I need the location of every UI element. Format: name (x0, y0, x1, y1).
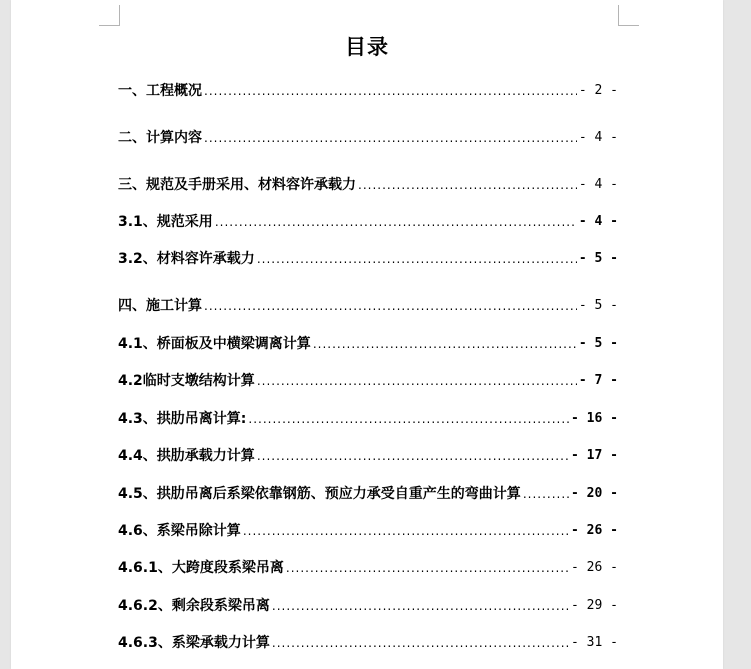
toc-entry-label: 一、工程概况 (118, 83, 202, 99)
toc-entry-page: - 7 - (578, 373, 618, 388)
toc-dot-leader (257, 371, 577, 391)
toc-entry-page: - 16 - (571, 411, 618, 426)
toc-entry[interactable] (118, 446, 618, 466)
toc-entry-label: 4.3、拱肋吊离计算: (118, 411, 247, 427)
toc-entry-label: 4.6、系梁吊除计算 (118, 523, 241, 539)
toc-entry[interactable] (118, 249, 618, 269)
toc-title: 目录 (345, 35, 389, 59)
toc-entry[interactable] (118, 409, 618, 429)
toc-entry-label: 二、计算内容 (118, 130, 202, 146)
toc-entry[interactable] (118, 371, 618, 391)
toc-entry-page: - 17 - (571, 448, 618, 463)
toc-entry[interactable] (118, 334, 618, 354)
margin-corner-mark-right (618, 5, 639, 26)
toc-entry-label: 4.6.3、系梁承载力计算 (118, 635, 270, 651)
toc-dot-leader (358, 175, 577, 195)
toc-entry-page: - 5 - (578, 251, 618, 266)
toc-entry[interactable] (118, 296, 618, 316)
toc-entry-label: 4.4、拱肋承载力计算 (118, 448, 255, 464)
toc-entry-label: 4.2临时支墩结构计算 (118, 373, 255, 389)
toc-entry-page: - 4 - (578, 177, 618, 192)
document-page (11, 0, 723, 669)
toc-entry-page: - 4 - (578, 130, 618, 145)
toc-dot-leader (204, 128, 577, 148)
toc-dot-leader (204, 81, 577, 101)
toc-dot-leader (313, 334, 577, 354)
toc-dot-leader (243, 521, 569, 541)
toc-entry-page: - 2 - (578, 83, 618, 98)
toc-entry-page: - 31 - (571, 635, 618, 650)
toc-dot-leader (257, 249, 577, 269)
toc-dot-leader (248, 409, 569, 429)
toc-dot-leader (286, 558, 569, 578)
toc-entry-page: - 29 - (571, 598, 618, 613)
toc-dot-leader (257, 446, 569, 466)
toc-entry-label: 4.1、桥面板及中横梁调离计算 (118, 336, 311, 352)
toc-entry[interactable] (118, 484, 618, 504)
toc-entry-label: 4.6.1、大跨度段系梁吊离 (118, 560, 284, 576)
toc-entry-page: - 4 - (578, 214, 618, 229)
toc-entry[interactable] (118, 521, 618, 541)
toc-entry-page: - 5 - (578, 336, 618, 351)
toc-entry-label: 3.2、材料容许承载力 (118, 251, 255, 267)
toc-entry[interactable] (118, 212, 618, 232)
toc-entry-label: 4.5、拱肋吊离后系梁依靠钢筋、预应力承受自重产生的弯曲计算 (118, 486, 521, 502)
toc-dot-leader (523, 484, 569, 504)
toc-entry-label: 三、规范及手册采用、材料容许承载力 (118, 177, 356, 193)
toc-dot-leader (272, 633, 569, 653)
toc-entry-page: - 5 - (578, 298, 618, 313)
margin-corner-mark-left (99, 5, 120, 26)
toc-entry-label: 4.6.2、剩余段系梁吊离 (118, 598, 270, 614)
toc-entry[interactable] (118, 633, 618, 653)
toc-dot-leader (204, 296, 577, 316)
toc-entry-page: - 20 - (571, 486, 618, 501)
toc-entry-page: - 26 - (571, 560, 618, 575)
toc-entry[interactable] (118, 175, 618, 195)
toc-entry-label: 3.1、规范采用 (118, 214, 213, 230)
toc-entry[interactable] (118, 81, 618, 101)
toc-dot-leader (215, 212, 577, 232)
toc-entry[interactable] (118, 596, 618, 616)
toc-entry-page: - 26 - (571, 523, 618, 538)
toc-dot-leader (272, 596, 569, 616)
toc-entry[interactable] (118, 558, 618, 578)
toc-entry[interactable] (118, 128, 618, 148)
toc-entry-label: 四、施工计算 (118, 298, 202, 314)
